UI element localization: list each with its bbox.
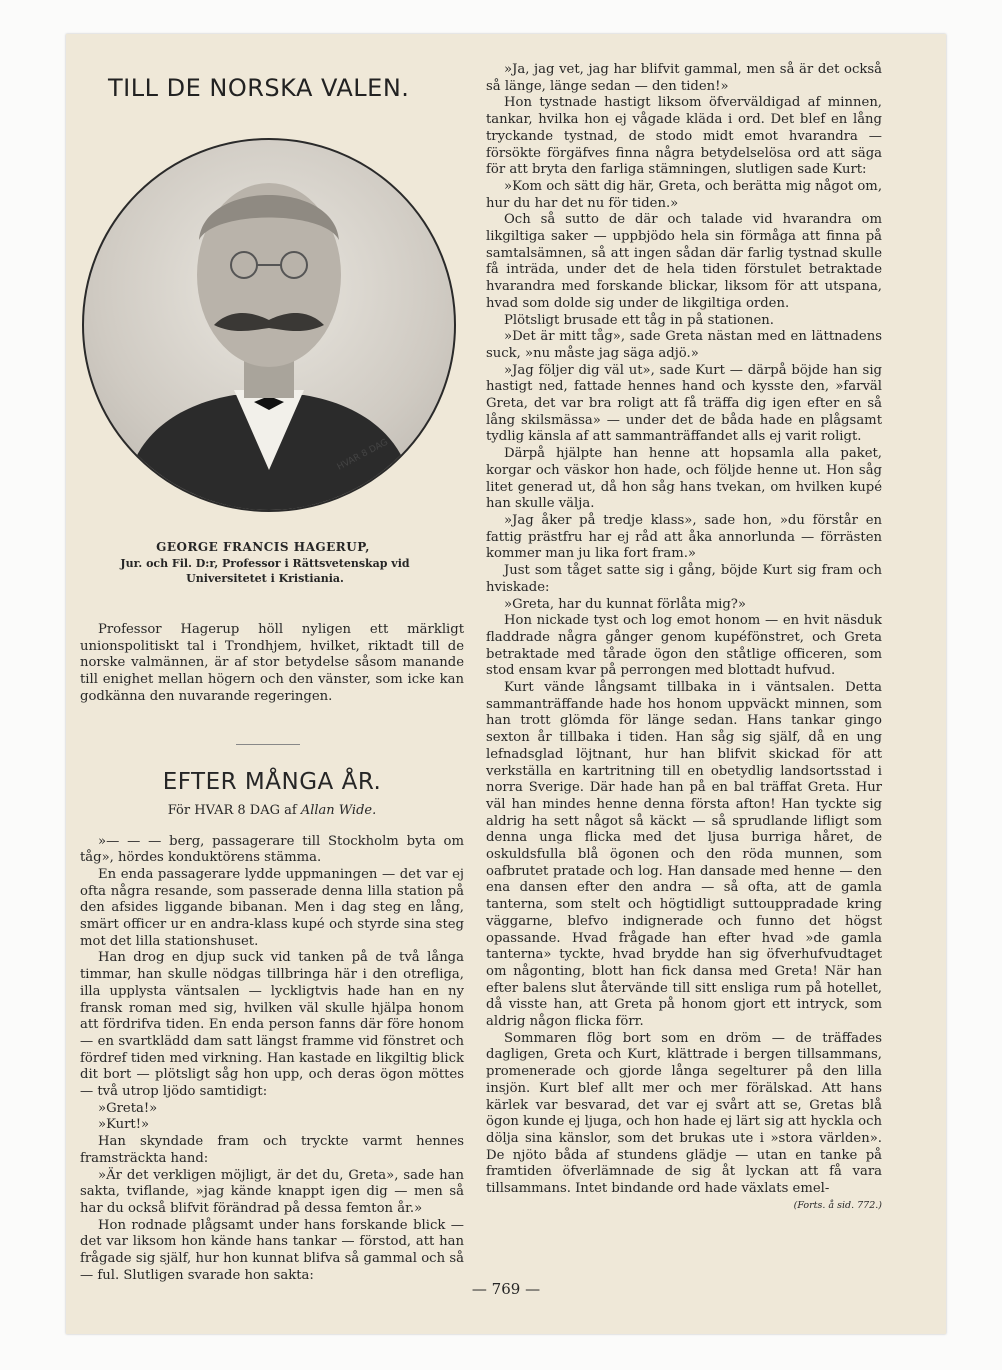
portrait-illustration <box>84 140 454 510</box>
page-number: — 769 — <box>471 1280 541 1298</box>
story-paragraph: »Greta!» <box>98 1100 158 1116</box>
byline-author: Allan Wide. <box>300 802 377 818</box>
portrait-signature: HVAR 8 DAG <box>335 437 390 473</box>
caption-title: Jur. och Fil. D:r, Professor i Rättsvetenskap vid Universitetet i Kristiania. <box>120 557 410 585</box>
story-paragraph: »— — — berg, passagerare till Stockholm byta om tåg», hördes konduktörens stämma. <box>80 833 464 866</box>
story-paragraph: »Jag åker på tredje klass», sade hon, »du förstår en fattig prästfru har ej råd att åka annorlunda — förrästen kommer man ju lika fort fram.» <box>486 512 882 562</box>
story-paragraph: Han drog en djup suck vid tanken på de två långa timmar, han skulle nödgas tillbringa här i den otrefliga, illa upplysta väntsalen — lyckligtvis hade han en ny fransk roman med sig, hvilken väl skulle hjälpa honom att fördrifva tiden. En enda person fanns där före honom — en svartklädd dam satt längst framme vid fönstret och fördref tiden med virkning. Han kastade en likgiltig blick dit bort — plötsligt såg hon upp, och deras ögon möttes — två utrop ljödo samtidigt: <box>80 950 464 1100</box>
right-column <box>486 62 882 1211</box>
headline: TILL DE NORSKA VALEN. <box>108 74 410 102</box>
story-title: EFTER MÅNGA ÅR. <box>162 768 382 795</box>
news-text: Professor Hagerup höll nyligen ett märkligt unionspolitiskt tal i Trondhjem, hvilket, riktadt till de norske valmännen, är af stor betydelse såsom manande till enighet mellan högern och den vänster, som icke kan godkänna den nuvarande regeringen. <box>80 622 464 704</box>
story-paragraph: Kurt vände långsamt tillbaka in i väntsalen. Detta sammanträffande hade hos honom uppväckt minnen, som han trott glömda för länge sedan. Hans tankar gingo sexton år tillbaka i tiden. Han såg sig själf, då en ung lefnadsglad löjtnant, hur han blifvit skickad för att verkställa en kartritning till en obetydlig landsortsstad i norra Sverige. Där hade han på en bal träffat Greta. Hur väl han mindes henne denna första afton! Han tyckte sig aldrig ha sett något så käckt — så sprudlande lifligt som denna unga flicka med det ljusa burriga håret, de oskuldsfulla blå ögonen och den röda munnen, som oafbrutet pratade och log. Han dansade med henne — den ena dansen efter den andra — så ofta, att de gamla tanterna, som stelt och högtidligt suttouppradade kring väggarne, blefvo indignerade och funno det högst opassande. Hvad frågade han efter hvad »de gamla tanterna» tyckte, hvad brydde han sig öfverhufvudtaget om någonting, blott han fick dansa med Greta! När han efter balens slut återvände till sitt ensliga rum på hotellet, då visste han, att Greta på honom gjort ett intryck, som aldrig någon flicka förr. <box>486 680 882 1030</box>
divider <box>236 744 300 745</box>
story-paragraph: Plötsligt brusade ett tåg in på stationen. <box>504 312 774 328</box>
story-paragraph: Just som tåget satte sig i gång, böjde Kurt sig fram och hviskade: <box>486 563 882 595</box>
story-paragraph: Hon tystnade hastigt liksom öfverväldigad af minnen, tankar, hvilka hon ej vågade kläda i ord. Det blef en lång tryckande tystnad, de stodo midt emot hvarandra — försökte förgäfves finna några betydelselösa ord att säga för att bryta den farliga stämningen, slutligen sade Kurt: <box>486 95 882 178</box>
story-paragraph: »Ja, jag vet, jag har blifvit gammal, men så är det också så länge, länge sedan — den tiden!» <box>486 62 882 94</box>
portrait-photo <box>82 138 456 512</box>
story-paragraph: Och så sutto de där och talade vid hvarandra om likgiltiga saker — uppbjödo hela sin förmåga att finna på samtalsämnen, så att ingen sådan där farlig tystnad skulle få inträda, under det de hela tiden förstulet betraktade hvarandra med forskande blickar, liksom för att utspana, hvad som dolde sig under de likgiltiga orden. <box>486 212 882 311</box>
story-paragraph: »Är det verkligen möjligt, är det du, Greta», sade han sakta, tviflande, »jag kände knappt igen dig — men så har du också blifvit förändrad på dessa femton år.» <box>80 1167 464 1216</box>
continued-note: (Forts. å sid. 772.) <box>793 1199 882 1211</box>
story-paragraph: Hon rodnade plågsamt under hans forskande blick — det var liksom hon kände hans tankar — förstod, att han frågade sig själf, hur hon kunnat blifva så gammal och så — ful. Slutligen svarade hon sakta: <box>80 1217 464 1283</box>
byline-prefix: För HVAR 8 DAG af <box>167 802 297 818</box>
story-paragraph: Han skyndade fram och tryckte varmt hennes framsträckta hand: <box>80 1134 464 1166</box>
byline <box>80 803 464 818</box>
story-paragraph: Därpå hjälpte han henne att hopsamla alla paket, korgar och väskor hon hade, och följde henne ut. Hon såg litet generad ut, då hon såg hans tvekan, om hvilken kupé han skulle välja. <box>486 446 882 512</box>
caption-name: GEORGE FRANCIS HAGERUP, <box>156 540 370 554</box>
story-paragraph: »Kom och sätt dig här, Greta, och berätta mig något om, hur du har det nu för tiden.» <box>486 178 883 211</box>
story-paragraph: »Det är mitt tåg», sade Greta nästan med en lättnadens suck, »nu måste jag säga adjö.» <box>486 329 882 361</box>
story-paragraph: Sommaren flög bort som en dröm — de träffades dagligen, Greta och Kurt, klättrade i bergen tillsammans, promenerade och gjorde långa segelturer på den lilla insjön. Kurt blef allt mer och mer förälskad. Att hans kärlek var besvarad, det var ej svårt att se, Gretas blå ögon kunde ej ljuga, och hon hade ej lärt sig att hyckla och dölja sina känslor, som det brukas ute i »stora världen». De njöto båda af stundens glädje — utan en tanke på framtiden öfverlämnade de sig åt lyckan att få vara tillsammans. Intet bindande ord hade växlats emel- <box>486 1030 882 1197</box>
story-paragraph: »Jag följer dig väl ut», sade Kurt — därpå böjde han sig hastigt ned, fattade hennes hand och kysste den, »farväl Greta, det var bra roligt att få träffa dig igen efter en så lång skilsmässa» — under det de båda hade en plågsamt tydlig känsla af att sammanträffandet alls ej varit roligt. <box>486 362 882 445</box>
story-paragraph: En enda passagerare lydde uppmaningen — det var ej ofta några resande, som passerade denna lilla station på den afsides liggande bibanan. Men i dag steg en lång, smärt officer ur en andra-klass kupé och styrde sina steg mot det lilla stationshuset. <box>80 866 464 949</box>
story-paragraph: »Greta, har du kunnat förlåta mig?» <box>504 596 746 612</box>
magazine-page <box>66 34 946 1334</box>
left-column <box>80 62 464 1285</box>
story-paragraph: »Kurt!» <box>98 1117 150 1133</box>
story-paragraph: Hon nickade tyst och log emot honom — en hvit näsduk fladdrade några gånger genom kupéfönstret, och Greta betraktade med tårade ögon den ståtlige officeren, som stod ensam kvar på perrongen med blottadt hufvud. <box>486 613 882 679</box>
